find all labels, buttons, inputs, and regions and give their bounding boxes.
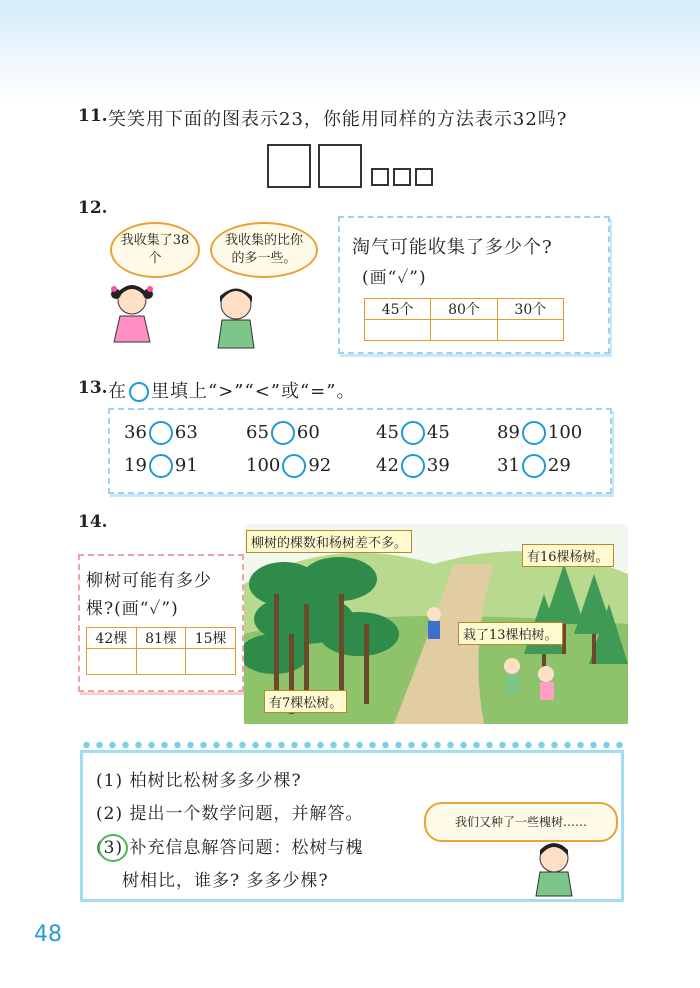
- option-45: 45个: [365, 299, 431, 320]
- comparison-item: [246, 454, 331, 478]
- answer-circle[interactable]: [401, 421, 425, 445]
- boy-figure: [208, 282, 264, 352]
- check-cell[interactable]: [186, 649, 236, 675]
- q12-number: 12.: [78, 198, 108, 218]
- boy-speech-line1: 我收集的比你: [224, 233, 303, 248]
- answer-circle[interactable]: [522, 421, 546, 445]
- comparison-item: [376, 454, 450, 478]
- option-30: 30个: [497, 299, 563, 320]
- q12-question-line1: 淘气可能收集了多少个?: [352, 237, 553, 258]
- left-number: 36: [124, 422, 147, 443]
- right-number: 100: [547, 422, 583, 443]
- circle-symbol-icon: [129, 382, 149, 402]
- check-cell[interactable]: [497, 320, 563, 341]
- ten-block: [318, 144, 362, 188]
- check-cell[interactable]: [431, 320, 497, 341]
- unit-block: [371, 168, 389, 186]
- ten-block: [267, 144, 311, 188]
- unit-block: [393, 168, 411, 186]
- check-cell[interactable]: [136, 649, 186, 675]
- boy-speech-text: 我们又种了一些槐树……: [454, 815, 587, 829]
- option-80: 80个: [431, 299, 497, 320]
- comparison-item: [497, 421, 582, 445]
- dotted-divider: [80, 740, 625, 750]
- highlight-circle: [98, 834, 128, 862]
- left-number: 19: [124, 455, 147, 476]
- right-number: 29: [547, 455, 571, 476]
- left-number: 42: [376, 455, 399, 476]
- q14-question-line2: 棵?(画“✓”): [86, 599, 179, 619]
- q14-options-table: [86, 627, 236, 675]
- sub-question-1: (1) 柏树比松树多多少棵?: [96, 771, 302, 791]
- comparison-item: [246, 421, 320, 445]
- q13-text-after: 里填上“>”“<”或“=”。: [151, 381, 356, 402]
- q12-options-table: [364, 298, 564, 341]
- boy-speech-line2: 的多一些。: [231, 251, 297, 266]
- q11-number: 11.: [78, 106, 108, 126]
- q13-instruction: [108, 377, 355, 403]
- check-cell[interactable]: [365, 320, 431, 341]
- answer-circle[interactable]: [522, 454, 546, 478]
- unit-block: [415, 168, 433, 186]
- q13-text-before: 在: [108, 381, 127, 402]
- answer-circle[interactable]: [149, 454, 173, 478]
- option-81: 81棵: [136, 628, 186, 649]
- sign-pine: 有7棵松树。: [264, 690, 347, 713]
- right-number: 92: [308, 455, 332, 476]
- q12-question-line2: (画“✓”): [362, 268, 427, 288]
- left-number: 100: [246, 455, 281, 476]
- option-42: 42棵: [87, 628, 137, 649]
- boy-speech-bubble: [210, 222, 318, 278]
- page-number: 48: [34, 922, 62, 947]
- sign-cypress: 栽了13棵柏树。: [458, 622, 563, 645]
- left-number: 31: [497, 455, 520, 476]
- boy-figure-2: [526, 838, 582, 898]
- sub-question-2: (2) 提出一个数学问题，并解答。: [96, 804, 364, 824]
- girl-speech-bubble: [110, 222, 200, 278]
- left-number: 89: [497, 422, 520, 443]
- left-number: 45: [376, 422, 399, 443]
- header-band: [0, 0, 700, 100]
- left-number: 65: [246, 422, 269, 443]
- girl-figure: [104, 280, 160, 350]
- option-15: 15棵: [186, 628, 236, 649]
- comparison-item: [124, 421, 198, 445]
- right-number: 45: [426, 422, 450, 443]
- q11-text: 笑笑用下面的图表示23，你能用同样的方法表示32吗?: [108, 109, 568, 130]
- answer-circle[interactable]: [401, 454, 425, 478]
- right-number: 91: [174, 455, 198, 476]
- comparison-item: [124, 454, 198, 478]
- girl-speech-text: 我收集了38个: [120, 233, 190, 266]
- answer-circle[interactable]: [282, 454, 306, 478]
- right-number: 39: [426, 455, 450, 476]
- answer-circle[interactable]: [271, 421, 295, 445]
- right-number: 63: [174, 422, 198, 443]
- q14-question-line1: 柳树可能有多少: [86, 571, 212, 591]
- q13-number: 13.: [78, 378, 108, 398]
- check-cell[interactable]: [87, 649, 137, 675]
- boy-speech-bubble-2: [424, 802, 618, 842]
- answer-circle[interactable]: [149, 421, 173, 445]
- sub-question-3-line2: 树相比，谁多? 多多少棵?: [122, 871, 329, 891]
- sub-question-3-line1: (3) 补充信息解答问题：松树与槐: [96, 838, 364, 858]
- right-number: 60: [296, 422, 320, 443]
- comparison-item: [376, 421, 450, 445]
- sign-poplar: 有16棵杨树。: [522, 544, 614, 567]
- comparison-item: [497, 454, 571, 478]
- sign-willow: 柳树的棵数和杨树差不多。: [246, 530, 412, 553]
- q14-number: 14.: [78, 512, 108, 532]
